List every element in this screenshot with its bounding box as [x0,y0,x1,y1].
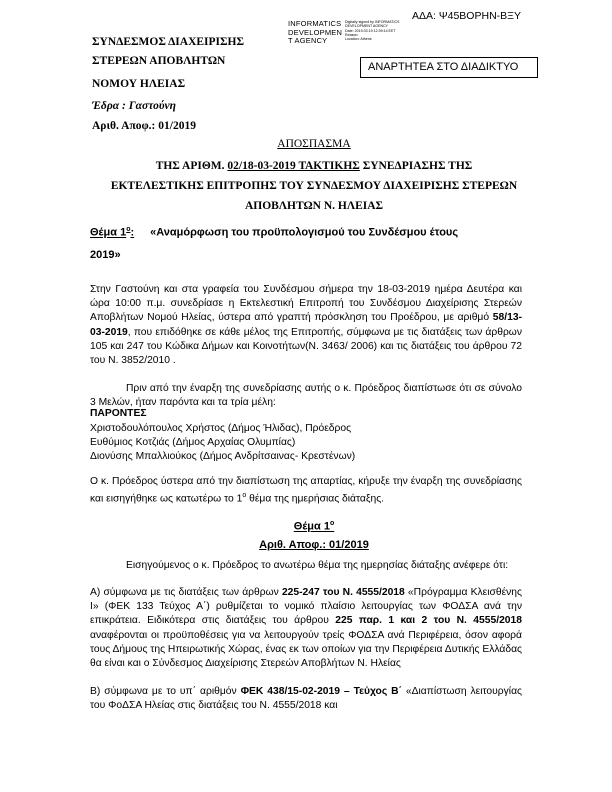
invitation-number: 58/13-03-2019 [90,312,522,338]
ada-code: ΑΔΑ: Ψ45ΒΟΡΗΝ-ΒΞΥ [412,10,521,22]
session-heading-suffix: ΣΥΝΕΔΡΙΑΣΗΣ ΤΗΣ [359,160,473,172]
org-name-line2: ΣΤΕΡΕΩΝ ΑΠΟΒΛΗΤΩΝ [92,55,226,67]
subject-label-sup: ο [126,226,131,233]
subject-text-continued: 2019» [90,249,121,261]
decision-number-heading: Αριθ. Αποφ.: 01/2019 [259,539,369,551]
paragraph-b-text-end: «Διαπίστωση λειτουργίας του ΦοΔΣΑ Ηλείας στις διατάξεις του Ν. 4555/2018 και [90,686,522,712]
opening-sup: ο [242,491,247,499]
quorum-paragraph: Πριν από την έναρξη της συνεδρίασης αυτής ο κ. Πρόεδρος διαπίστωσε ότι σε σύνολο 3 Μελών, ήταν παρόντα και τα τρία μέλη: [90,383,522,409]
stamp-detail-line: Reason: [345,32,359,37]
stamp-detail-line: Location: Athens [345,37,372,42]
paragraph-b-text: Β) σύμφωνα με το υπ΄ αριθμόν [90,686,241,697]
subject-text: «Αναμόρφωση του προϋπολογισμού του Συνδέσμου έτους [150,226,459,239]
topic-title-label: Θέμα 1 [293,520,330,533]
paragraph-a [90,586,522,671]
topic-title-sup: ο [329,520,335,527]
header-decision-number: Αριθ. Αποφ.: 01/2019 [92,120,196,132]
stamp-detail-line: DEVELOPMENT AGENCY [345,24,389,29]
stamp-name-line: T AGENCY [288,36,328,45]
session-heading-prefix: ΤΗΣ ΑΡΙΘΜ. [155,160,228,172]
law-articles: 225-247 του Ν. 4555/2018 [281,587,405,598]
paragraph-a-text-mid: «Πρόγραμμα Κλεισθένης Ι» (ΦΕΚ 133 Τεύχος Α΄) ρυθμίζεται το νομικό πλαίσιο λειτουργίας των ΦΟΔΣΑ ανά την επικράτεια. Ειδικότερα στις διατάξεις του άρθρου [90,587,523,627]
subject-line [90,226,458,239]
org-seat: Έδρα : Γαστούνη [92,100,176,112]
topic-title [60,520,568,533]
paragraph-b [90,685,522,713]
opening-paragraph [90,475,522,505]
present-member: Χριστοδουλόπουλος Χρήστος (Δήμος Ήλιδας), Πρόεδρος [90,423,352,434]
opening-text: Ο κ. Πρόεδρος ύστερα από την διαπίστωση της απαρτίας, κήρυξε την έναρξη της συνεδρίασης και εισηγήθηκε ως κατωτέρω το 1 [90,476,522,504]
stamp-name-line: DEVELOPMEN [288,27,343,37]
gazette-reference: ΦΕΚ 438/15-02-2019 – Τεύχος Β΄ [240,686,402,697]
paragraph-a-text: Α) σύμφωνα με τις διατάξεις των άρθρων [90,587,282,598]
session-heading-line1 [60,160,568,172]
intro-text: Στην Γαστούνη και στα γραφεία του Συνδέσμου σήμερα την 18-03-2019 ημέρα Δευτέρα και ώρα 10:00 π.μ. συνεδρίασε η Εκτελεστική Επιτροπή του Συνδέσμου Διαχείρισης Στερεών Αποβλήτων Νομού Ηλείας, ύστερα από γραπτή πρόσκληση του Προέδρου, με αριθμό [90,284,522,324]
session-number: 02/18-03-2019 ΤΑΚΤΙΚΗΣ [227,160,360,172]
signature-stamp-name [288,20,342,46]
intro-text-end: , που επιδόθηκε σε κάθε μέλος της Επιτροπής, σύμφωνα με τις διατάξεις των άρθρων 105 και 247 του Κώδικα Δήμων και Κοινοτήτων(Ν. 3463/ 2006) και τις διατάξεις του άρθρου 72 του Ν. 3852/2010 . [90,326,522,367]
signature-stamp-details [345,20,407,41]
org-name-line1: ΣΥΝΔΕΣΜΟΣ ΔΙΑΧΕΙΡΙΣΗΣ [92,36,245,48]
subject-label-colon: : [130,226,135,239]
present-members-title: ΠΑΡΟΝΤΕΣ [90,408,147,419]
stamp-name-line: INFORMATICS [288,19,342,28]
paragraph-a-text-end: αναφέρονται οι προϋποθέσεις για να λειτουργούν τρείς ΦΟΔΣΑ ανά Περιφέρεια, όσον αφορά τους Δήμους της Ηπειρωτικής Χώρας, ένας εκ των οποίων για την Περιφέρεια Δυτικής Ελλάδας θα είναι και ο Σύνδεσμος Διαχείρισης Στερεών Αποβλήτων Ν. Ηλείας [90,629,522,670]
intro-paragraph [90,283,522,368]
stamp-detail-line: Digitally signed by INFORMATICS [345,20,400,24]
opening-text-end: θέμα της ημερήσιας διάταξης. [246,492,385,504]
org-name-line3: ΝΟΜΟΥ ΗΛΕΙΑΣ [92,78,186,90]
session-heading-line2: ΕΚΤΕΛΕΣΤΙΚΗΣ ΕΠΙΤΡΟΠΗΣ ΤΟΥ ΣΥΝΔΕΣΜΟΥ ΔΙΑΧΕΙΡΙΣΗΣ ΣΤΕΡΕΩΝ [110,180,518,192]
excerpt-title: ΑΠΟΣΠΑΣΜΑ [277,138,351,150]
session-heading-line3: ΑΠΟΒΛΗΤΩΝ Ν. ΗΛΕΙΑΣ [244,200,384,212]
law-article-225: 225 παρ. 1 και 2 του Ν. 4555/2018 [335,615,522,627]
subject-label: Θέμα 1 [90,226,127,239]
present-member: Ευθύμιος Κοτζιάς (Δήμος Αρχαίας Ολυμπίας) [90,437,296,448]
present-member: Διονύσης Μπαλλιούκος (Δήμος Ανδρίτσαινας- Κρεστένων) [90,451,356,462]
publish-online-box: ΑΝΑΡΤΗΤΕΑ ΣΤΟ ΔΙΑΔΙΚΤΥΟ [360,57,538,78]
rapporteur-paragraph: Εισηγούμενος ο κ. Πρόεδρος το ανωτέρω θέμα της ημερησίας διάταξης ανέφερε ότι: [126,560,509,571]
stamp-detail-line: Date: 2019.03.19 12:39:14 EET [345,28,396,33]
